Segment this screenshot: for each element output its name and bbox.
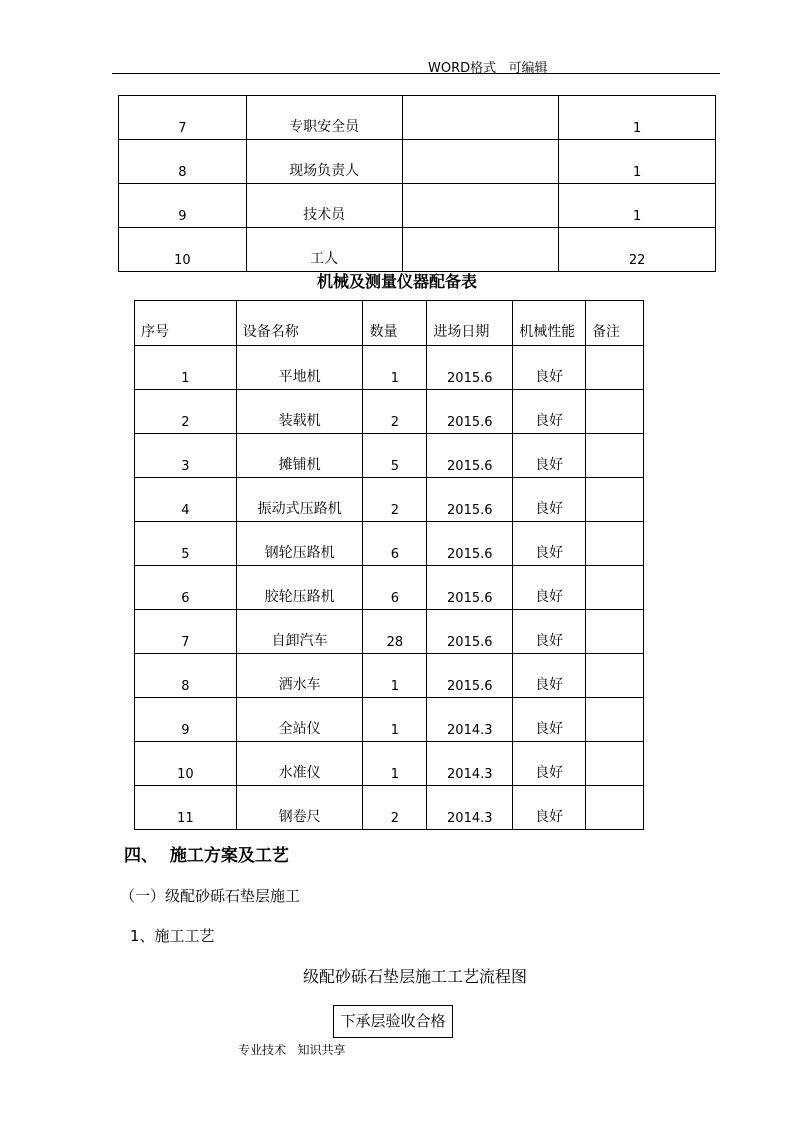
- cell-performance: 良好: [513, 698, 586, 742]
- cell-note: [402, 96, 559, 140]
- subsection-item: 1、施工工艺: [130, 927, 215, 945]
- cell-qty: 2: [363, 478, 427, 522]
- equipment-table-title: 机械及测量仪器配备表: [316, 272, 477, 291]
- cell-name: 水准仪: [236, 742, 363, 786]
- cell-no: 10: [119, 228, 247, 272]
- cell-no: 7: [119, 96, 247, 140]
- table-row: [135, 610, 644, 654]
- cell-note: [586, 786, 644, 830]
- equipment-table: [134, 300, 644, 830]
- cell-no: 11: [135, 786, 237, 830]
- cell-no: 5: [135, 522, 237, 566]
- header-cell-name: 设备名称: [236, 301, 363, 346]
- header-cell-date: 进场日期: [427, 301, 513, 346]
- cell-note: [586, 478, 644, 522]
- header-rule: [112, 73, 720, 74]
- cell-role: 专职安全员: [246, 96, 402, 140]
- cell-no: 1: [135, 346, 237, 390]
- cell-no: 9: [135, 698, 237, 742]
- cell-performance: 良好: [513, 742, 586, 786]
- cell-qty: 1: [363, 654, 427, 698]
- cell-count: 1: [559, 140, 716, 184]
- cell-no: 9: [119, 184, 247, 228]
- cell-name: 平地机: [236, 346, 363, 390]
- cell-role: 工人: [246, 228, 402, 272]
- cell-no: 8: [135, 654, 237, 698]
- cell-date: 2015.6: [427, 654, 513, 698]
- cell-note: [586, 346, 644, 390]
- table-row: [135, 654, 644, 698]
- cell-qty: 2: [363, 390, 427, 434]
- cell-performance: 良好: [513, 566, 586, 610]
- header-cell-performance: 机械性能: [513, 301, 586, 346]
- header-cell-qty: 数量: [363, 301, 427, 346]
- cell-performance: 良好: [513, 390, 586, 434]
- header-cell-no: 序号: [135, 301, 237, 346]
- cell-name: 装载机: [236, 390, 363, 434]
- cell-performance: 良好: [513, 786, 586, 830]
- table-row: [135, 346, 644, 390]
- cell-no: 10: [135, 742, 237, 786]
- cell-date: 2015.6: [427, 522, 513, 566]
- cell-performance: 良好: [513, 346, 586, 390]
- cell-qty: 5: [363, 434, 427, 478]
- table-row: [119, 184, 716, 228]
- cell-count: 1: [559, 96, 716, 140]
- cell-date: 2014.3: [427, 742, 513, 786]
- cell-no: 2: [135, 390, 237, 434]
- cell-performance: 良好: [513, 654, 586, 698]
- cell-performance: 良好: [513, 522, 586, 566]
- cell-qty: 2: [363, 786, 427, 830]
- table-row: [135, 390, 644, 434]
- cell-role: 现场负责人: [246, 140, 402, 184]
- table-row: [135, 478, 644, 522]
- cell-note: [402, 184, 559, 228]
- cell-qty: 1: [363, 698, 427, 742]
- cell-note: [586, 522, 644, 566]
- cell-date: 2014.3: [427, 698, 513, 742]
- cell-note: [402, 228, 559, 272]
- cell-note: [586, 654, 644, 698]
- cell-qty: 1: [363, 742, 427, 786]
- table-row: [135, 786, 644, 830]
- cell-note: [586, 434, 644, 478]
- header-cell-note: 备注: [586, 301, 644, 346]
- cell-qty: 6: [363, 566, 427, 610]
- table-row: [119, 96, 716, 140]
- cell-note: [586, 390, 644, 434]
- cell-name: 钢轮压路机: [236, 522, 363, 566]
- flowchart-title: 级配砂砾石垫层施工工艺流程图: [302, 967, 527, 986]
- table-row: [119, 140, 716, 184]
- cell-performance: 良好: [513, 434, 586, 478]
- cell-performance: 良好: [513, 478, 586, 522]
- cell-date: 2015.6: [427, 610, 513, 654]
- cell-note: [586, 742, 644, 786]
- cell-no: 7: [135, 610, 237, 654]
- cell-name: 钢卷尺: [236, 786, 363, 830]
- cell-name: 摊铺机: [236, 434, 363, 478]
- cell-name: 自卸汽车: [236, 610, 363, 654]
- cell-date: 2015.6: [427, 390, 513, 434]
- table-row: [135, 566, 644, 610]
- table-row: [119, 228, 716, 272]
- cell-name: 全站仪: [236, 698, 363, 742]
- page-footer: 专业技术 知识共享: [238, 1043, 346, 1057]
- cell-date: 2015.6: [427, 346, 513, 390]
- cell-date: 2015.6: [427, 566, 513, 610]
- cell-count: 22: [559, 228, 716, 272]
- staff-table: [118, 95, 716, 272]
- cell-qty: 6: [363, 522, 427, 566]
- subsection-heading: （一）级配砂砾石垫层施工: [120, 887, 301, 905]
- cell-performance: 良好: [513, 610, 586, 654]
- table-row: [135, 742, 644, 786]
- cell-note: [586, 610, 644, 654]
- cell-date: 2014.3: [427, 786, 513, 830]
- cell-no: 6: [135, 566, 237, 610]
- cell-no: 3: [135, 434, 237, 478]
- cell-count: 1: [559, 184, 716, 228]
- cell-note: [586, 566, 644, 610]
- cell-date: 2015.6: [427, 434, 513, 478]
- cell-qty: 1: [363, 346, 427, 390]
- cell-role: 技术员: [246, 184, 402, 228]
- page-header: WORD格式 可编辑: [428, 61, 548, 76]
- cell-date: 2015.6: [427, 478, 513, 522]
- table-row: [135, 434, 644, 478]
- cell-note: [586, 698, 644, 742]
- flowchart-box: 下承层验收合格: [333, 1005, 453, 1038]
- cell-no: 8: [119, 140, 247, 184]
- cell-name: 振动式压路机: [236, 478, 363, 522]
- cell-note: [402, 140, 559, 184]
- table-header-row: [135, 301, 644, 346]
- cell-name: 胶轮压路机: [236, 566, 363, 610]
- table-row: [135, 698, 644, 742]
- cell-no: 4: [135, 478, 237, 522]
- table-row: [135, 522, 644, 566]
- cell-name: 洒水车: [236, 654, 363, 698]
- section-heading: 四、 施工方案及工艺: [124, 846, 289, 866]
- cell-qty: 28: [363, 610, 427, 654]
